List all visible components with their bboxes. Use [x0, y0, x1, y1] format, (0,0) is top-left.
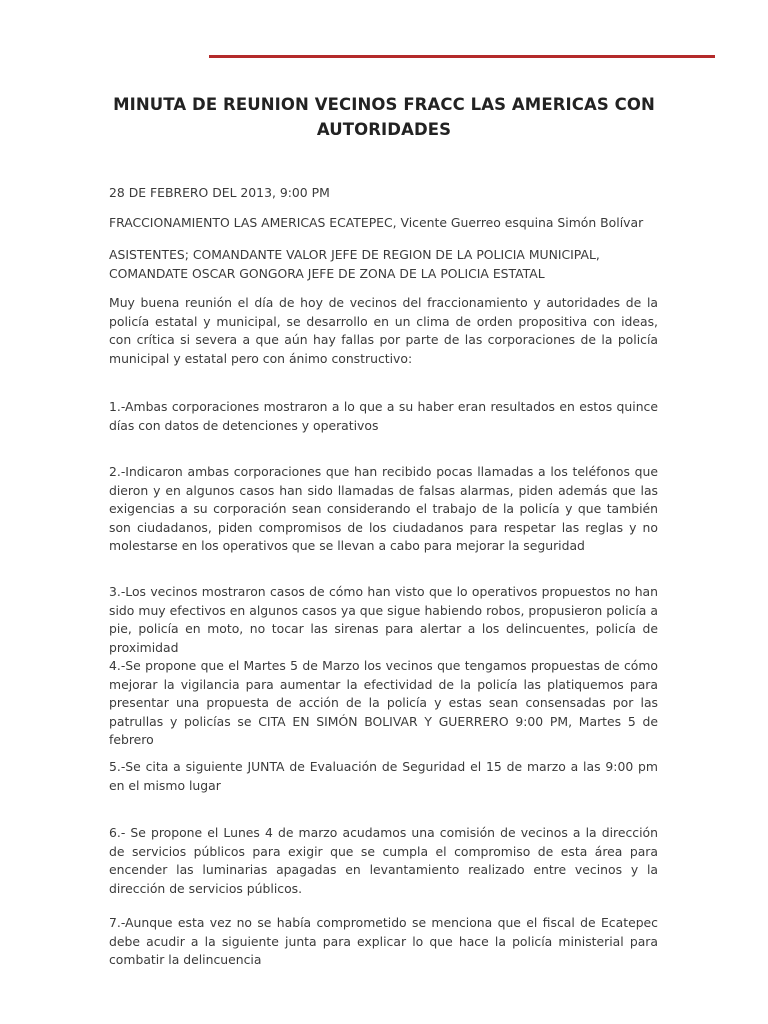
header-rule	[209, 55, 715, 58]
intro-paragraph: Muy buena reunión el día de hoy de vecinos del fraccionamiento y autoridades de la policía estatal y municipal, se desarrollo en un clima de orden propositiva con ideas, con crítica si severa a que aún hay fallas por parte de las corporaciones de la policía municipal y estatal pero con ánimo constructivo:	[109, 295, 658, 366]
item-1: 1.-Ambas corporaciones mostraron a lo que a su haber eran resultados en estos quince días con datos de detenciones y operativos	[109, 399, 658, 433]
title-line-1: MINUTA DE REUNION VECINOS FRACC LAS AMERICAS CON	[113, 95, 655, 114]
attendees-line-2: COMANDATE OSCAR GONGORA JEFE DE ZONA DE LA POLICIA ESTATAL	[109, 265, 545, 281]
attendees	[109, 246, 658, 283]
meeting-date: 28 DE FEBRERO DEL 2013, 9:00 PM	[109, 185, 330, 200]
item-4: 4.-Se propone que el Martes 5 de Marzo los vecinos que tengamos propuestas de cómo mejorar la vigilancia para aumentar la efectividad de la policía las platiquemos para presentar una propuesta de acción de la policía y estas sean consensadas por las patrullas y policías se CITA EN SIMÓN BOLIVAR Y GUERRERO 9:00 PM, Martes 5 de febrero	[109, 658, 658, 747]
document-title	[100, 92, 668, 142]
item-3: 3.-Los vecinos mostraron casos de cómo han visto que lo operativos propuestos no han sido muy efectivos en algunos casos ya que sigue habiendo robos, propusieron policía a pie, policía en moto, no tocar las sirenas para alertar a los delincuentes, policía de proximidad	[109, 584, 658, 655]
item-7: 7.-Aunque esta vez no se había comprometido se menciona que el fiscal de Ecatepec debe acudir a la siguiente junta para explicar lo que hace la policía ministerial para combatir la delincuencia	[109, 915, 658, 967]
item-6: 6.- Se propone el Lunes 4 de marzo acudamos una comisión de vecinos a la dirección de servicios públicos para exigir que se cumpla el compromiso de esta área para encender las luminarias apagadas en levantamiento realizado entre vecinos y la dirección de servicios públicos.	[109, 825, 658, 896]
title-line-2: AUTORIDADES	[316, 120, 452, 139]
item-5: 5.-Se cita a siguiente JUNTA de Evaluación de Seguridad el 15 de marzo a las 9:00 pm en el mismo lugar	[109, 759, 658, 793]
meeting-location: FRACCIONAMIENTO LAS AMERICAS ECATEPEC, Vicente Guerreo esquina Simón Bolívar	[109, 215, 644, 230]
attendees-line-1: ASISTENTES; COMANDANTE VALOR JEFE DE REGION DE LA POLICIA MUNICIPAL,	[109, 247, 600, 262]
item-2: 2.-Indicaron ambas corporaciones que han recibido pocas llamadas a los teléfonos que dieron y en algunos casos han sido llamadas de falsas alarmas, piden además que las exigencias a su corporación sean considerando el trabajo de la policía y que también son ciudadanos, piden compromisos de los ciudadanos para respetar las reglas y no molestarse en los operativos que se llevan a cabo para mejorar la seguridad	[109, 464, 658, 553]
